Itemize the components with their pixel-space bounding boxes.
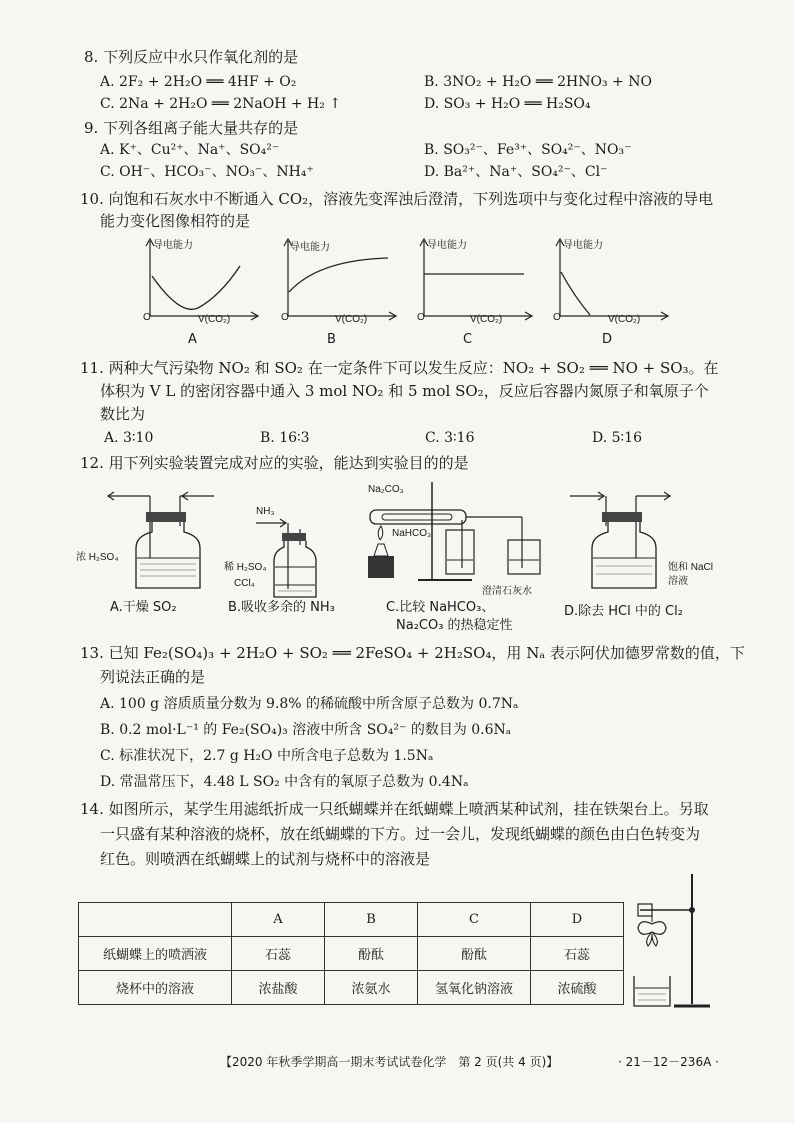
q13-option-b: B. 0.2 mol·L⁻¹ 的 Fe₂(SO₄)₃ 溶液中所含 SO₄²⁻ 的数目为 0.6Nₐ bbox=[100, 722, 512, 738]
q8-stem: 8. 下列反应中水只作氧化剂的是 bbox=[84, 48, 299, 66]
apparatus-d-label-2: 溶液 bbox=[668, 576, 688, 587]
iron-stand-butterfly-figure bbox=[630, 868, 730, 1018]
q9-option-d: D. Ba²⁺、Na⁺、SO₄²⁻、Cl⁻ bbox=[424, 164, 608, 180]
apparatus-c-caption-2: Na₂CO₃ 的热稳定性 bbox=[396, 618, 513, 633]
apparatus-a-caption: A.干燥 SO₂ bbox=[110, 600, 177, 615]
table-header-cell: C bbox=[418, 903, 531, 937]
table-cell: 浓硫酸 bbox=[531, 971, 624, 1005]
graph-b-origin: O bbox=[281, 312, 289, 323]
q14-line2: 一只盛有某种溶液的烧杯，放在纸蝴蝶的下方。过一会儿，发现纸蝴蝶的颜色由白色转变为 bbox=[100, 825, 701, 843]
apparatus-a-gas-bottle bbox=[100, 488, 220, 598]
page-code: · 21－12－236A · bbox=[618, 1055, 719, 1069]
q14-line3: 红色。则喷洒在纸蝴蝶上的试剂与烧杯中的溶液是 bbox=[100, 850, 431, 868]
graph-c-label: C bbox=[463, 332, 473, 347]
table-cell: 浓氨水 bbox=[325, 971, 418, 1005]
graph-a-label: A bbox=[188, 332, 197, 347]
apparatus-c-caption-1: C.比较 NaHCO₃、 bbox=[386, 600, 495, 615]
graph-a-axes bbox=[140, 236, 260, 326]
apparatus-d-caption: D.除去 HCl 中的 Cl₂ bbox=[564, 604, 683, 619]
apparatus-b-caption: B.吸收多余的 NH₃ bbox=[228, 600, 335, 615]
graph-c-ylabel: 导电能力 bbox=[427, 240, 467, 251]
table-header-cell: D bbox=[531, 903, 624, 937]
table-row bbox=[79, 971, 624, 1005]
graph-c-axes bbox=[414, 236, 534, 326]
q12-stem: 12. 用下列实验装置完成对应的实验，能达到实验目的的是 bbox=[80, 454, 469, 472]
table-cell: 酚酞 bbox=[325, 937, 418, 971]
q10-line1: 10. 向饱和石灰水中不断通入 CO₂，溶液先变浑浊后澄清，下列选项中与变化过程中溶液的导电 bbox=[80, 190, 714, 208]
page-footer: 【2020 年秋季学期高一期末考试试卷化学 第 2 页(共 4 页)】 bbox=[220, 1055, 559, 1069]
q11-option-a: A. 3∶10 bbox=[104, 430, 154, 446]
q13-line1: 13. 已知 Fe₂(SO₄)₃ + 2H₂O + SO₂ ══ 2FeSO₄ + 2H₂SO₄，用 Nₐ 表示阿伏加德罗常数的值，下 bbox=[80, 644, 745, 662]
graph-d-xlabel: V(CO₂) bbox=[608, 314, 641, 325]
q9-option-b: B. SO₃²⁻、Fe³⁺、SO₄²⁻、NO₃⁻ bbox=[424, 142, 632, 158]
q10-line2: 能力变化图像相符的是 bbox=[100, 212, 251, 230]
apparatus-c-nahco3: NaHCO₃ bbox=[392, 528, 432, 539]
apparatus-b-h2so4: 稀 H₂SO₄ bbox=[224, 562, 267, 573]
q14-answer-table bbox=[78, 902, 624, 1005]
graph-a-origin: O bbox=[143, 312, 151, 323]
graph-d-origin: O bbox=[553, 312, 561, 323]
table-cell: 石蕊 bbox=[232, 937, 325, 971]
graph-d-label: D bbox=[602, 332, 613, 347]
graph-b-axes bbox=[278, 236, 398, 326]
table-header-cell bbox=[79, 903, 232, 937]
graph-a-ylabel: 导电能力 bbox=[153, 240, 193, 251]
q8-option-a: A. 2F₂ + 2H₂O ══ 4HF + O₂ bbox=[100, 74, 297, 90]
table-header-cell: A bbox=[232, 903, 325, 937]
graph-d-ylabel: 导电能力 bbox=[563, 240, 603, 251]
table-row bbox=[79, 937, 624, 971]
q8-option-d: D. SO₃ + H₂O ══ H₂SO₄ bbox=[424, 96, 591, 112]
apparatus-a-label: 浓 H₂SO₄ bbox=[76, 552, 119, 563]
graph-a-xlabel: V(CO₂) bbox=[198, 314, 231, 325]
graph-c-origin: O bbox=[417, 312, 425, 323]
apparatus-b-nh3: NH₃ bbox=[256, 506, 275, 517]
q11-option-b: B. 16∶3 bbox=[260, 430, 310, 446]
graph-b-xlabel: V(CO₂) bbox=[335, 314, 368, 325]
q13-option-d: D. 常温常压下，4.48 L SO₂ 中含有的氧原子总数为 0.4Nₐ bbox=[100, 774, 469, 790]
q8-option-c: C. 2Na + 2H₂O ══ 2NaOH + H₂ ↑ bbox=[100, 96, 342, 112]
apparatus-b-ccl4: CCl₄ bbox=[234, 578, 255, 589]
q9-stem: 9. 下列各组离子能大量共存的是 bbox=[84, 119, 299, 137]
table-cell: 氢氧化钠溶液 bbox=[418, 971, 531, 1005]
q14-line1: 14. 如图所示，某学生用滤纸折成一只纸蝴蝶并在纸蝴蝶上喷洒某种试剂，挂在铁架台上。另取 bbox=[80, 800, 709, 818]
q11-line2: 体积为 V L 的密闭容器中通入 3 mol NO₂ 和 5 mol SO₂，反应后容器内氮原子和氧原子个 bbox=[100, 382, 709, 400]
table-header-cell: B bbox=[325, 903, 418, 937]
apparatus-c-limewater: 澄清石灰水 bbox=[482, 586, 532, 597]
q11-option-d: D. 5∶16 bbox=[592, 430, 642, 446]
graph-b-label: B bbox=[327, 332, 336, 347]
table-header-row bbox=[79, 903, 624, 937]
graph-b-ylabel: 导电能力 bbox=[290, 242, 330, 253]
table-cell: 纸蝴蝶上的喷洒液 bbox=[79, 937, 232, 971]
apparatus-c-setup bbox=[362, 480, 552, 590]
q13-option-c: C. 标准状况下，2.7 g H₂O 中所含电子总数为 1.5Nₐ bbox=[100, 748, 434, 764]
q13-line2: 列说法正确的是 bbox=[100, 668, 206, 686]
q11-option-c: C. 3∶16 bbox=[425, 430, 475, 446]
apparatus-c-na2co3: Na₂CO₃ bbox=[368, 484, 404, 495]
q9-option-c: C. OH⁻、HCO₃⁻、NO₃⁻、NH₄⁺ bbox=[100, 164, 314, 180]
table-cell: 浓盐酸 bbox=[232, 971, 325, 1005]
apparatus-b-bottle bbox=[250, 505, 330, 605]
table-cell: 酚酞 bbox=[418, 937, 531, 971]
q13-option-a: A. 100 g 溶质质量分数为 9.8% 的稀硫酸中所含原子总数为 0.7Nₐ bbox=[100, 696, 519, 712]
q8-option-b: B. 3NO₂ + H₂O ══ 2HNO₃ + NO bbox=[424, 74, 652, 90]
q9-option-a: A. K⁺、Cu²⁺、Na⁺、SO₄²⁻ bbox=[100, 142, 280, 158]
table-cell: 烧杯中的溶液 bbox=[79, 971, 232, 1005]
graph-c-xlabel: V(CO₂) bbox=[470, 314, 503, 325]
q11-line3: 数比为 bbox=[100, 405, 146, 423]
apparatus-d-label-1: 饱和 NaCl bbox=[668, 562, 714, 573]
q11-line1: 11. 两种大气污染物 NO₂ 和 SO₂ 在一定条件下可以发生反应：NO₂ + SO₂ ══ NO + SO₃。在 bbox=[80, 359, 719, 377]
table-cell: 石蕊 bbox=[531, 937, 624, 971]
graph-d-axes bbox=[550, 236, 670, 326]
